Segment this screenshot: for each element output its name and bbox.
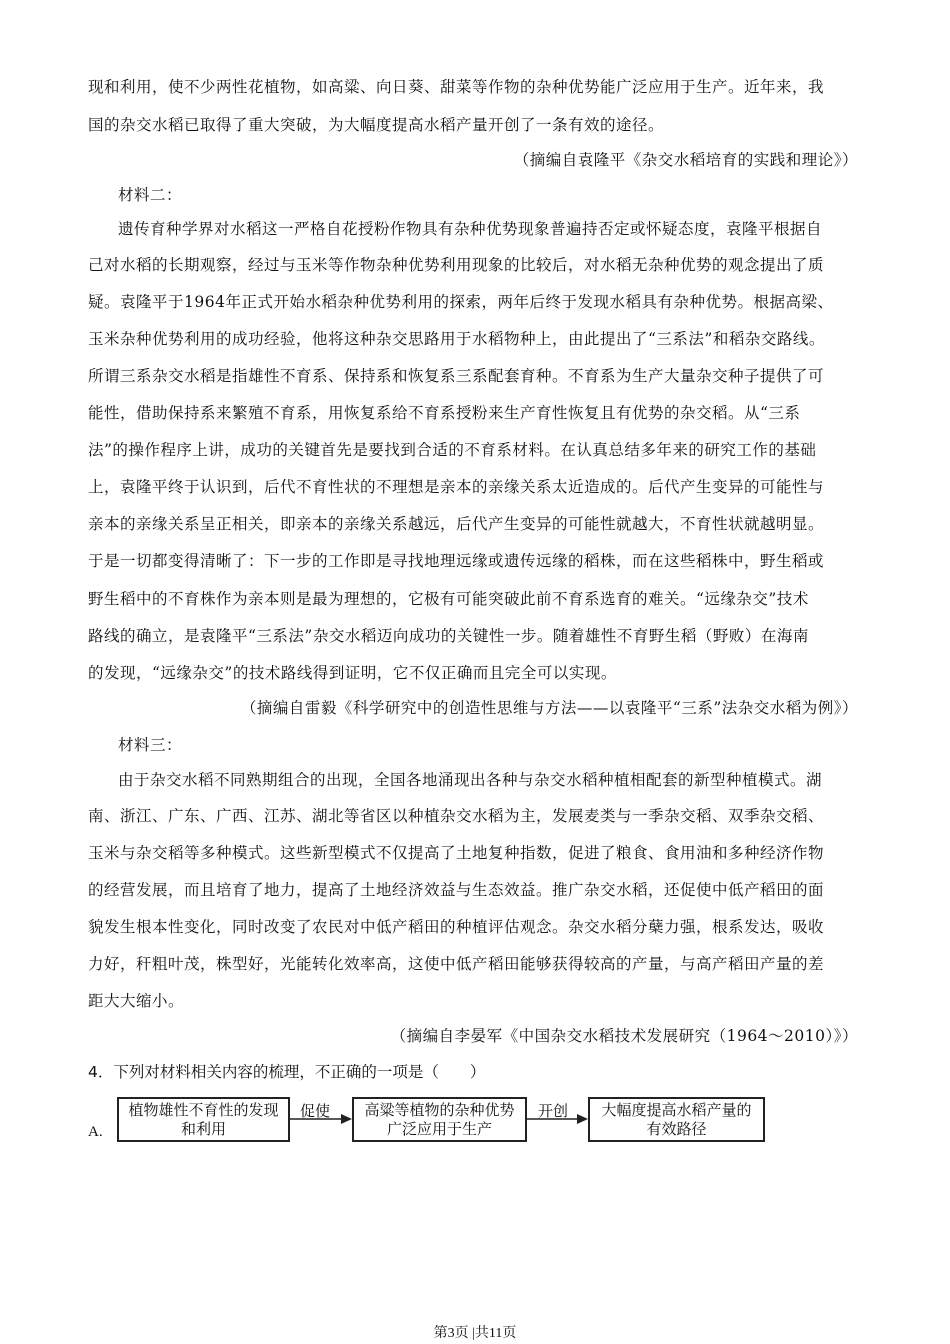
text-line: 现和利用，使不少两性花植物，如高粱、向日葵、甜菜等作物的杂种优势能广泛应用于生产。近年来，我	[88, 78, 825, 96]
text-line: 于是一切都变得清晰了：下一步的工作即是寻找地理远缘或遗传远缘的稻株，而在这些稻株中，野生稻或	[88, 552, 825, 570]
arrow-1-head	[341, 1114, 352, 1124]
text-line: 的经营发展，而且培育了地力，提高了土地经济效益与生态效益。推广杂交水稻，还促使中低产稻田的面	[88, 881, 825, 899]
text-line: 疑。袁隆平于1964年正式开始水稻杂种优势利用的探索，两年后终于发现水稻具有杂种优势。根据高梁、	[88, 293, 834, 311]
diagram-box-1: 植物雄性不育性的发现和利用	[117, 1097, 290, 1142]
text-line: 貌发生根本性变化，同时改变了农民对中低产稻田的种植评估观念。杂交水稻分蘖力强，根系发达，吸收	[88, 918, 825, 936]
question-stem: 4．下列对材料相关内容的梳理，不正确的一项是（ ）	[88, 1063, 486, 1081]
text-line: 野生稻中的不育株作为亲本则是最为理想的，它极有可能突破此前不育系选育的难关。“远缘杂交”技术	[88, 590, 809, 608]
text-line: 国的杂交水稻已取得了重大突破，为大幅度提高水稻产量开创了一条有效的途径。	[88, 116, 665, 134]
section-heading: 材料二：	[118, 186, 183, 204]
diagram-box-3: 大幅度提高水稻产量的有效路径	[588, 1097, 765, 1142]
source-citation: （摘编自雷毅《科学研究中的创造性思维与方法——以袁隆平“三系”法杂交水稻为例》）	[240, 699, 858, 717]
text-line: 上，袁隆平终于认识到，后代不育性状的不理想是亲本的亲缘关系太近造成的。后代产生变异的可能性与	[88, 478, 825, 496]
diagram-box-2: 高粱等植物的杂种优势广泛应用于生产	[352, 1097, 527, 1142]
text-line: 由于杂交水稻不同熟期组合的出现，全国各地涌现出各种与杂交水稻种植相配套的新型种植模式。湖	[118, 771, 823, 789]
text-line: 遗传育种学界对水稻这一严格自花授粉作物具有杂种优势现象普遍持否定或怀疑态度，袁隆平根据自	[118, 220, 823, 238]
text-line: 亲本的亲缘关系呈正相关，即亲本的亲缘关系越远，后代产生变异的可能性就越大，不育性状就越明显。	[88, 515, 825, 533]
option-a-label[interactable]: A.	[88, 1124, 103, 1140]
section-heading: 材料三：	[118, 736, 183, 754]
arrow-1-label: 促使	[300, 1102, 331, 1120]
text-line: 玉米与杂交稻等多种模式。这些新型模式不仅提高了土地复种指数，促进了粮食、食用油和多种经济作物	[88, 844, 825, 862]
text-line: 的发现，“远缘杂交”的技术路线得到证明，它不仅正确而且完全可以实现。	[88, 664, 617, 682]
text-line: 南、浙江、广东、广西、江苏、湖北等省区以种植杂交水稻为主，发展麦类与一季杂交稻、双季杂交稻、	[88, 807, 825, 825]
text-line: 力好，秆粗叶茂，株型好，光能转化效率高，这使中低产稻田能够获得较高的产量，与高产稻田产量的差	[88, 955, 825, 973]
arrow-2-label: 开创	[538, 1102, 569, 1120]
text-line: 路线的确立，是袁隆平“三系法”杂交水稻迈向成功的关键性一步。随着雄性不育野生稻（野败）在海南	[88, 627, 809, 645]
page-footer: 第3页 |共11页	[433, 1326, 517, 1341]
source-citation: （摘编自袁隆平《杂交水稻培育的实践和理论》）	[513, 151, 858, 169]
text-line: 距大大缩小。	[88, 992, 185, 1010]
text-line: 玉米杂种优势利用的成功经验，他将这种杂交思路用于水稻物种上，由此提出了“三系法”和稻杂交路线。	[88, 330, 825, 348]
text-line: 所谓三系杂交水稻是指雄性不育系、保持系和恢复系三系配套育种。不育系为生产大量杂交种子提供了可	[88, 367, 825, 385]
text-line: 能性，借助保持系来繁殖不育系，用恢复系给不育系授粉来生产育性恢复且有优势的杂交稻。从“三系	[88, 404, 801, 422]
arrow-2-head	[577, 1114, 588, 1124]
text-line: 法”的操作程序上讲，成功的关键首先是要找到合适的不育系材料。在认真总结多年来的研究工作的基础	[88, 441, 817, 459]
text-line: 己对水稻的长期观察，经过与玉米等作物杂种优势利用现象的比较后，对水稻无杂种优势的观念提出了质	[88, 256, 825, 274]
source-citation: （摘编自李晏军《中国杂交水稻技术发展研究（1964～2010）》）	[390, 1027, 858, 1045]
